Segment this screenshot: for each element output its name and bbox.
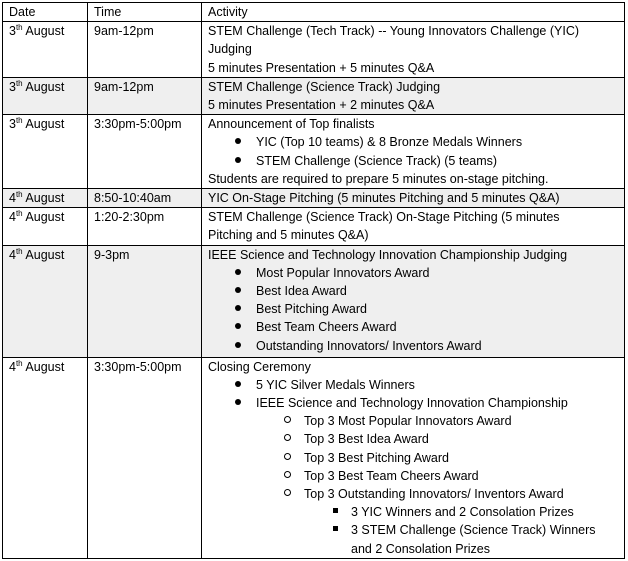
activity-line: Pitching and 5 minutes Q&A): [208, 228, 369, 243]
activity-line: Judging: [208, 42, 252, 57]
square-bullet-item: 3 YIC Winners and 2 Consolation Prizes: [208, 503, 624, 521]
table-row: [3, 189, 625, 208]
time-cell: 1:20-2:30pm: [88, 208, 202, 245]
activity-line: STEM Challenge (Science Track) Judging: [208, 79, 441, 94]
table-row: [3, 357, 625, 558]
header-time: Time: [88, 3, 202, 22]
hollow-circle-bullet-icon: [284, 434, 291, 441]
date-cell: 4th August: [3, 245, 88, 357]
date-cell: 4th August: [3, 189, 88, 208]
activity-line: STEM Challenge (Tech Track) -- Young Innovators Challenge (YIC): [208, 24, 580, 39]
activity-cell: [202, 22, 625, 78]
bullet-item: Best Pitching Award: [208, 300, 624, 318]
square-bullet-icon: [333, 526, 338, 531]
bullet-item: STEM Challenge (Science Track) (5 teams): [208, 152, 624, 170]
hollow-circle-bullet-icon: [284, 489, 291, 496]
bullet-dot-icon: [235, 138, 241, 144]
activity-line: Students are required to prepare 5 minutes on-stage pitching.: [208, 171, 549, 186]
activity-line: Closing Ceremony: [208, 359, 311, 374]
square-bullet-continuation: and 2 Consolation Prizes: [351, 541, 490, 556]
header-date: Date: [3, 3, 88, 22]
activity-cell: [202, 189, 625, 208]
activity-line: Announcement of Top finalists: [208, 117, 375, 132]
bullet-dot-icon: [235, 381, 241, 387]
activity-cell: [202, 208, 625, 245]
activity-line: 5 minutes Presentation + 2 minutes Q&A: [208, 98, 435, 113]
bullet-item: 5 YIC Silver Medals Winners: [208, 376, 624, 394]
schedule-table: [2, 2, 625, 559]
bullet-dot-icon: [235, 157, 241, 163]
date-cell: 3th August: [3, 77, 88, 114]
date-cell: 4th August: [3, 357, 88, 558]
activity-cell: [202, 77, 625, 114]
hollow-circle-bullet-icon: [284, 471, 291, 478]
header-activity: Activity: [202, 3, 625, 22]
activity-line: STEM Challenge (Science Track) On-Stage Pitching (5 minutes: [208, 210, 560, 225]
hollow-circle-bullet-icon: [284, 453, 291, 460]
time-cell: 3:30pm-5:00pm: [88, 115, 202, 189]
header-row: [3, 3, 625, 22]
date-cell: 4th August: [3, 208, 88, 245]
bullet-item: Most Popular Innovators Award: [208, 264, 624, 282]
square-bullet-item: 3 STEM Challenge (Science Track) Winners: [208, 521, 624, 539]
activity-line: 5 minutes Presentation + 5 minutes Q&A: [208, 60, 435, 75]
time-cell: 9am-12pm: [88, 22, 202, 78]
bullet-dot-icon: [235, 287, 241, 293]
date-cell: 3th August: [3, 115, 88, 189]
bullet-dot-icon: [235, 305, 241, 311]
table-row: [3, 115, 625, 189]
bullet-item: IEEE Science and Technology Innovation Championship: [208, 394, 624, 412]
date-cell: 3th August: [3, 22, 88, 78]
activity-line: YIC On-Stage Pitching (5 minutes Pitching and 5 minutes Q&A): [208, 191, 560, 206]
time-cell: 9am-12pm: [88, 77, 202, 114]
activity-cell: [202, 357, 625, 558]
table-row: [3, 208, 625, 245]
activity-cell: [202, 115, 625, 189]
bullet-item: Best Idea Award: [208, 282, 624, 300]
bullet-dot-icon: [235, 269, 241, 275]
bullet-item: Best Team Cheers Award: [208, 318, 624, 336]
activity-cell: [202, 245, 625, 357]
sub-bullet-item: Top 3 Best Pitching Award: [208, 449, 624, 467]
hollow-circle-bullet-icon: [284, 416, 291, 423]
bullet-dot-icon: [235, 342, 241, 348]
time-cell: 9-3pm: [88, 245, 202, 357]
bullet-item: Outstanding Innovators/ Inventors Award: [208, 337, 624, 355]
bullet-item: YIC (Top 10 teams) & 8 Bronze Medals Winners: [208, 133, 624, 151]
bullet-dot-icon: [235, 323, 241, 329]
bullet-dot-icon: [235, 399, 241, 405]
sub-bullet-item: Top 3 Outstanding Innovators/ Inventors Award: [208, 485, 624, 503]
sub-bullet-item: Top 3 Best Idea Award: [208, 430, 624, 448]
table-row: [3, 22, 625, 78]
activity-line: IEEE Science and Technology Innovation Championship Judging: [208, 247, 568, 262]
time-cell: 3:30pm-5:00pm: [88, 357, 202, 558]
time-cell: 8:50-10:40am: [88, 189, 202, 208]
square-bullet-icon: [333, 508, 338, 513]
sub-bullet-item: Top 3 Best Team Cheers Award: [208, 467, 624, 485]
table-row: [3, 77, 625, 114]
sub-bullet-item: Top 3 Most Popular Innovators Award: [208, 412, 624, 430]
table-row: [3, 245, 625, 357]
